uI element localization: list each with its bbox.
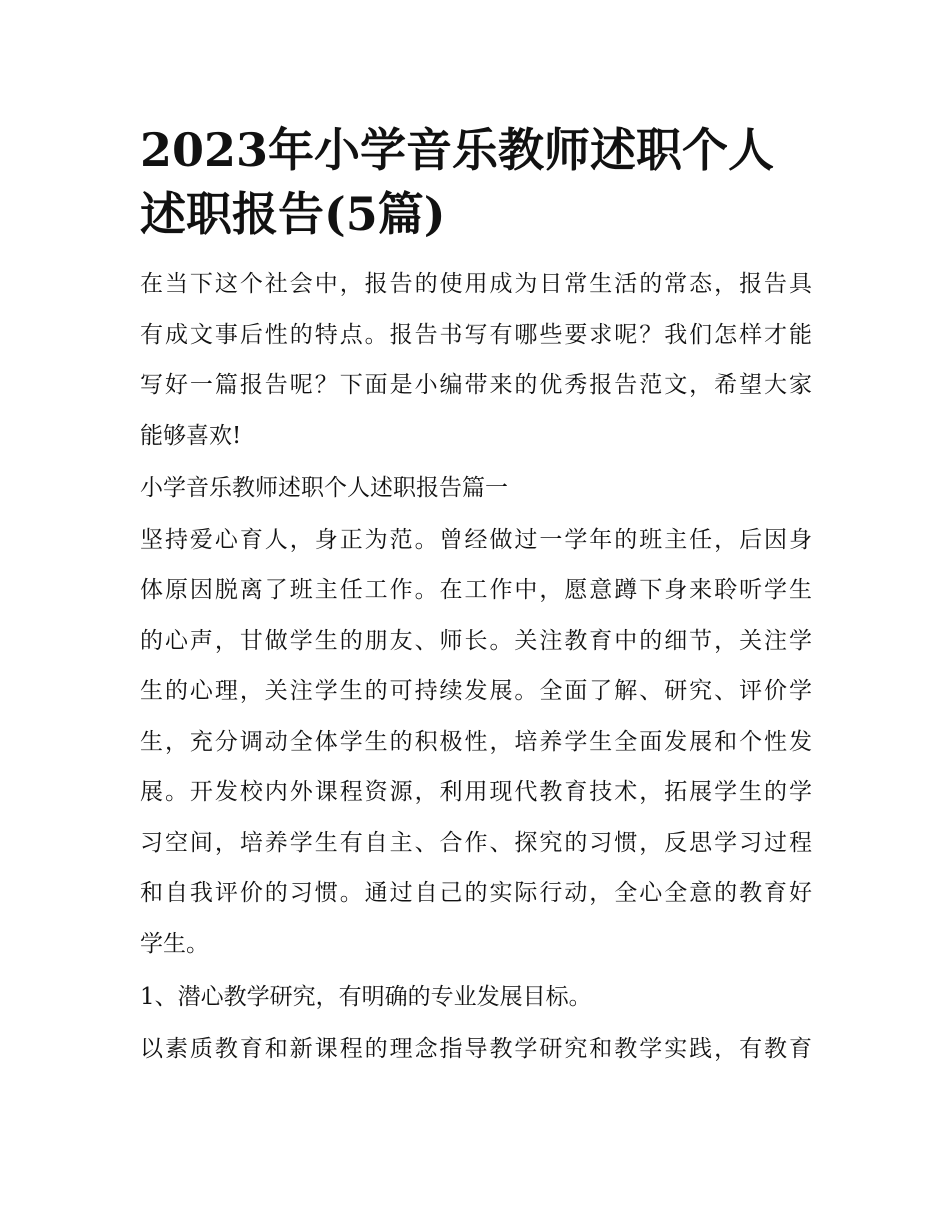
section-heading-text: 小学音乐教师述职个人述职报告篇一 <box>140 475 508 501</box>
body-line-2: 体原因脱离了班主任工作。在工作中，愿意蹲下身来聆听学生 <box>140 577 812 603</box>
intro-line-4: 能够喜欢! <box>140 422 242 449</box>
title-line-1: 2023年小学音乐教师述职个人 <box>140 123 775 177</box>
point-heading-1-text: 1、潜心教学研究，有明确的专业发展目标。 <box>140 984 592 1010</box>
title-line-2: 述职报告(5篇) <box>140 187 446 241</box>
intro-line-2: 有成文事后性的特点。报告书写有哪些要求呢？我们怎样才能 <box>140 321 812 348</box>
intro-paragraph <box>140 259 812 461</box>
body-line-5: 生，充分调动全体学生的积极性，培养学生全面发展和个性发 <box>140 728 812 755</box>
body-line-3: 的心声，甘做学生的朋友、师长。关注教育中的细节，关注学 <box>140 627 812 654</box>
document-content <box>140 118 812 1074</box>
body-paragraph <box>140 515 812 970</box>
body-line-9: 学生。 <box>140 930 209 957</box>
section-heading <box>140 463 812 514</box>
body-line-7: 习空间，培养学生有自主、合作、探究的习惯，反思学习过程 <box>140 829 812 856</box>
body-line-8: 和自我评价的习惯。通过自己的实际行动，全心全意的教育好 <box>140 880 812 906</box>
body-line-1: 坚持爱心育人，身正为范。曾经做过一学年的班主任，后因身 <box>140 526 812 553</box>
closing-line-1: 以素质教育和新课程的理念指导教学研究和教学实践，有教育 <box>140 1035 812 1062</box>
body-line-4: 生的心理，关注学生的可持续发展。全面了解、研究、评价学 <box>140 678 812 704</box>
body-line-6: 展。开发校内外课程资源，利用现代教育技术，拓展学生的学 <box>140 779 812 805</box>
intro-line-3: 写好一篇报告呢？下面是小编带来的优秀报告范文，希望大家 <box>140 372 812 398</box>
intro-line-1: 在当下这个社会中，报告的使用成为日常生活的常态，报告具 <box>140 271 812 297</box>
point-heading-1 <box>140 972 812 1023</box>
closing-paragraph <box>140 1024 812 1075</box>
document-title <box>140 118 812 246</box>
